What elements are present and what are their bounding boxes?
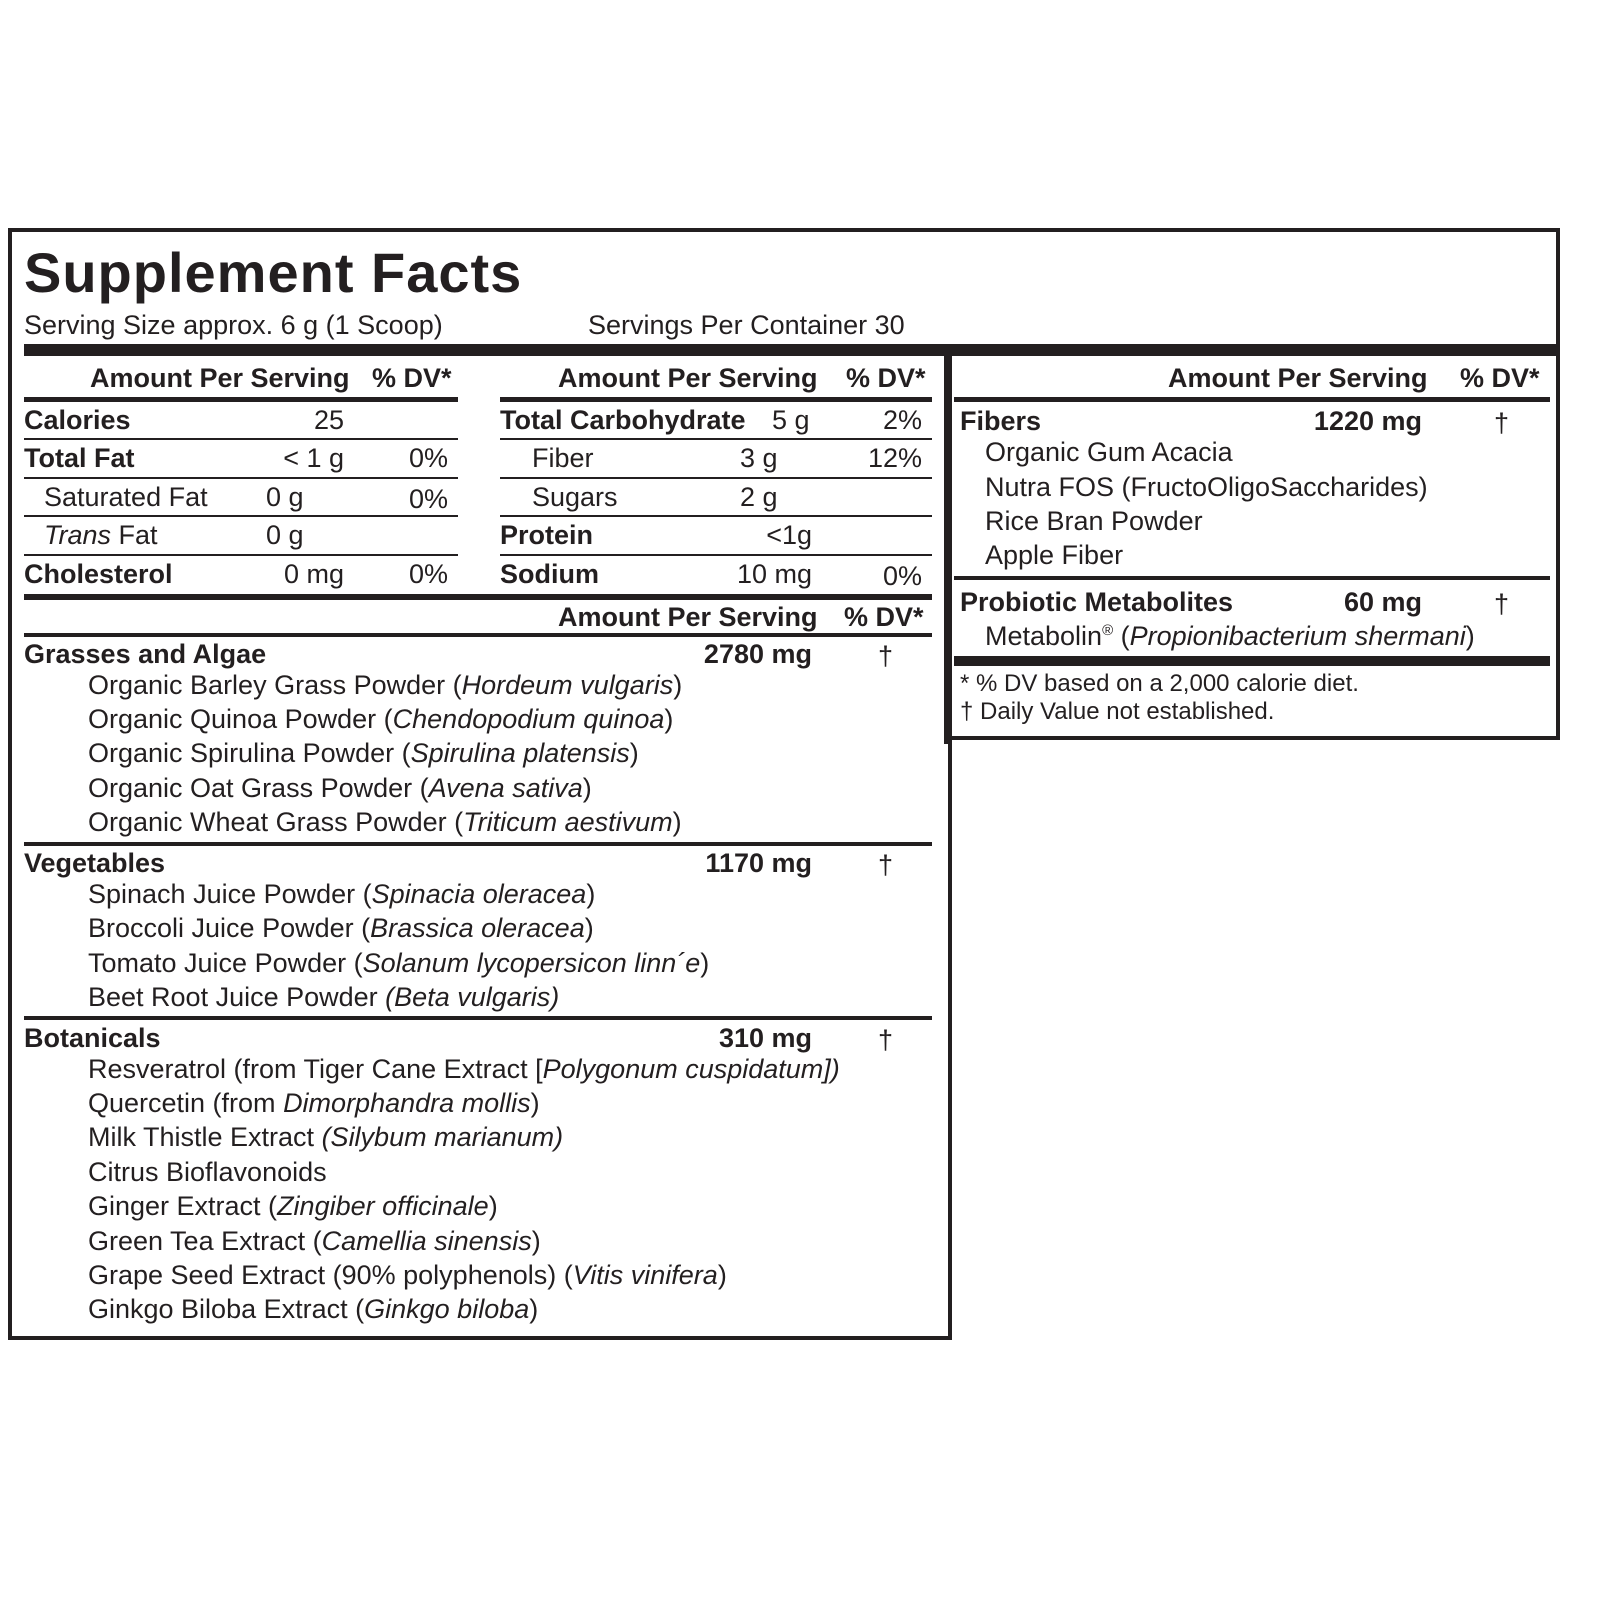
ingredient-latin: Brassica oleracea [370,913,585,943]
nutrient-name: Fiber [532,443,594,473]
blend-name: Fibers [960,406,1042,436]
ingredient-text: Beet Root Juice Powder [88,982,386,1012]
header-thick-rule [24,344,944,356]
blend-amount: 60 mg [1343,587,1422,617]
nutrient-amount: < 1 g [283,443,344,473]
left-header-rule [24,397,458,402]
ingredient-latin: Spinacia oleracea [371,879,587,909]
nutrient-dv: 0% [408,559,448,589]
ingredient-latin: Triticum aestivum [463,807,673,837]
ingredient-latin: Zingiber officinale [277,1191,489,1221]
ingredient-text: Spinach Juice Powder ( [88,879,372,909]
nutrient-amount: 10 mg [736,559,812,589]
nutrient-amount: 3 g [740,443,778,473]
blend-amount: 310 mg [718,1023,812,1053]
row-rule [24,554,458,556]
ingredient-text: Organic Quinoa Powder ( [88,704,393,734]
nutrient-amount: 2 g [740,482,778,512]
nutrient-amount: 0 g [266,482,304,512]
ingredient-item [88,1056,840,1083]
blend-name: Probiotic Metabolites [960,587,1234,617]
dagger-mark: † [878,850,894,880]
nutrient-dv: 12% [867,443,922,473]
ingredient-text: Tomato Juice Powder ( [88,948,363,978]
servings-per-container: Servings Per Container 30 [588,310,905,340]
blend-amount-header: Amount Per Serving [558,602,818,632]
ingredient-latin: Dimorphandra mollis [283,1088,531,1118]
dagger-mark: † [1494,408,1510,438]
right-header-rule [954,397,1550,402]
dagger-mark: † [878,1025,894,1055]
nutrient-dv: 0% [882,561,922,591]
ingredient-text: Organic Spirulina Powder ( [88,738,411,768]
blend-dv-header: % DV* [844,602,924,632]
ingredient-item [88,740,639,767]
trans-italic: Trans [44,520,112,550]
ingredient-item [88,950,709,977]
ingredient-item [88,775,592,802]
ingredient-end: ) [1465,621,1475,651]
ingredient-latin: Polygonum cuspidatum]) [542,1054,840,1084]
ingredient-latin: Chendopodium quinoa [392,704,665,734]
blend-header-rule [24,633,932,637]
ingredient-text: Organic Wheat Grass Powder ( [88,807,464,837]
nutrient-name [44,522,158,549]
ingredient-item [88,706,673,733]
ingredient-item [88,1228,541,1255]
blend-amount: 1170 mg [705,848,812,878]
ingredient-text: Grape Seed Extract (90% polyphenols) ( [88,1260,573,1290]
footnote-dv: * % DV based on a 2,000 calorie diet. [960,670,1359,697]
ingredient-latin: Vitis vinifera [572,1260,718,1290]
ingredient-end: ) [584,913,594,943]
dagger-mark: † [1494,589,1510,619]
row-rule [500,554,932,556]
row-rule [500,438,932,440]
nutrient-dv: 0% [408,484,448,514]
ingredient-text: Citrus Bioflavonoids [88,1157,327,1187]
ingredient-item [88,1159,327,1186]
ingredient-item: Organic Gum Acacia [985,437,1233,467]
ingredient-text: Ginkgo Biloba Extract ( [88,1294,365,1324]
ingredient-latin: (Silybum marianum) [321,1122,564,1152]
ingredient-end: ) [700,948,710,978]
nutrient-name: Sugars [532,482,618,512]
ingredient-end: ) [664,704,674,734]
ingredient-item: Nutra FOS (FructoOligoSaccharides) [985,472,1428,502]
ingredient-item [985,623,1475,650]
ingredient-latin: Spirulina platensis [410,738,630,768]
ingredient-text: Resveratrol (from Tiger Cane Extract [ [88,1054,543,1084]
row-rule [500,515,932,517]
ingredient-text: Metabolin [985,621,1103,651]
ingredient-latin: Camellia sinensis [321,1226,532,1256]
ingredient-text: Broccoli Juice Powder ( [88,913,371,943]
nutrient-name: Calories [24,405,131,435]
ingredient-latin: (Beta vulgaris) [385,982,560,1012]
blend-name: Vegetables [24,848,166,878]
ingredient-item [88,984,559,1011]
blend-name: Botanicals [24,1023,161,1053]
ingredient-latin: Ginkgo biloba [364,1294,530,1324]
frame-joiner-top [944,232,956,350]
column-divider [944,344,948,744]
nutrient-amount: <1g [766,520,812,550]
serving-size: Serving Size approx. 6 g (1 Scoop) [24,310,443,340]
ingredient-end: ) [529,1294,539,1324]
row-rule [24,515,458,517]
nutrient-name: Protein [500,520,594,550]
ingredient-item [88,1193,498,1220]
right-amount-header: Amount Per Serving [1168,363,1428,393]
nutrient-amount: 5 g [772,405,810,435]
nutrient-name: Saturated Fat [44,482,208,512]
nutrient-amount: 0 g [266,520,304,550]
nutrient-name: Total Carbohydrate [500,405,746,435]
footnote-thick-rule [954,656,1550,666]
panel-title: Supplement Facts [24,241,523,304]
ingredient-text: Milk Thistle Extract [88,1122,322,1152]
ingredient-item [88,915,594,942]
ingredient-item [88,1124,563,1151]
ingredient-text: Quercetin (from [88,1088,284,1118]
registered-mark: ® [1102,622,1114,639]
ingredient-item [88,1296,538,1323]
ingredient-item [88,881,595,908]
ingredient-latin: Hordeum vulgaris [461,670,674,700]
ingredient-end: ) [672,807,682,837]
nutrient-name: Total Fat [24,443,135,473]
ingredient-end: ) [530,1088,540,1118]
ingredient-item: Apple Fiber [985,540,1124,570]
ingredient-text: Organic Barley Grass Powder ( [88,670,462,700]
ingredient-end: ) [531,1226,541,1256]
mid-header-rule [500,397,932,402]
ingredient-text: Green Tea Extract ( [88,1226,322,1256]
right-dv-header: % DV* [1460,363,1540,393]
ingredient-item [88,1090,540,1117]
row-rule [24,438,458,440]
blend-rule [24,1016,932,1020]
nutrient-dv: 0% [408,443,448,473]
footnote-dagger: † Daily Value not established. [960,698,1275,725]
nutrient-name: Cholesterol [24,559,173,589]
ingredient-end: ) [586,879,596,909]
trans-rest: Fat [111,520,158,550]
nutrient-name: Sodium [500,559,599,589]
ingredient-end: ) [717,1260,727,1290]
row-rule [500,477,932,479]
ingredient-latin: Solanum lycopersicon linn´e [362,948,701,978]
ingredient-latin: Avena sativa [428,773,583,803]
nutrient-amount: 0 mg [283,559,344,589]
blend-amount: 2780 mg [703,639,812,669]
ingredient-text: Ginger Extract ( [88,1191,278,1221]
nutrient-bottom-rule [24,594,932,600]
ingredient-text: Organic Oat Grass Powder ( [88,773,429,803]
ingredient-end: ) [629,738,639,768]
ingredient-item [88,672,682,699]
ingredient-item [88,809,682,836]
header-thick-rule-right [944,344,1556,356]
nutrient-amount: 25 [313,405,344,435]
blend-rule [24,842,932,846]
blend-rule [954,576,1550,580]
ingredient-end: ) [673,670,683,700]
mid-amount-header: Amount Per Serving [558,363,818,393]
left-dv-header: % DV* [372,363,452,393]
mid-dv-header: % DV* [846,363,926,393]
row-rule [24,477,458,479]
ingredient-latin: Propionibacterium shermani [1129,621,1466,651]
nutrient-dv: 2% [882,405,922,435]
blend-amount: 1220 mg [1313,406,1422,436]
dagger-mark: † [878,641,894,671]
ingredient-item [88,1262,727,1289]
ingredient-end: ) [582,773,592,803]
ingredient-end: ) [488,1191,498,1221]
ingredient-item: Rice Bran Powder [985,506,1203,536]
left-amount-header: Amount Per Serving [90,363,350,393]
blend-name: Grasses and Algae [24,639,267,669]
ingredient-text2: ( [1113,621,1130,651]
